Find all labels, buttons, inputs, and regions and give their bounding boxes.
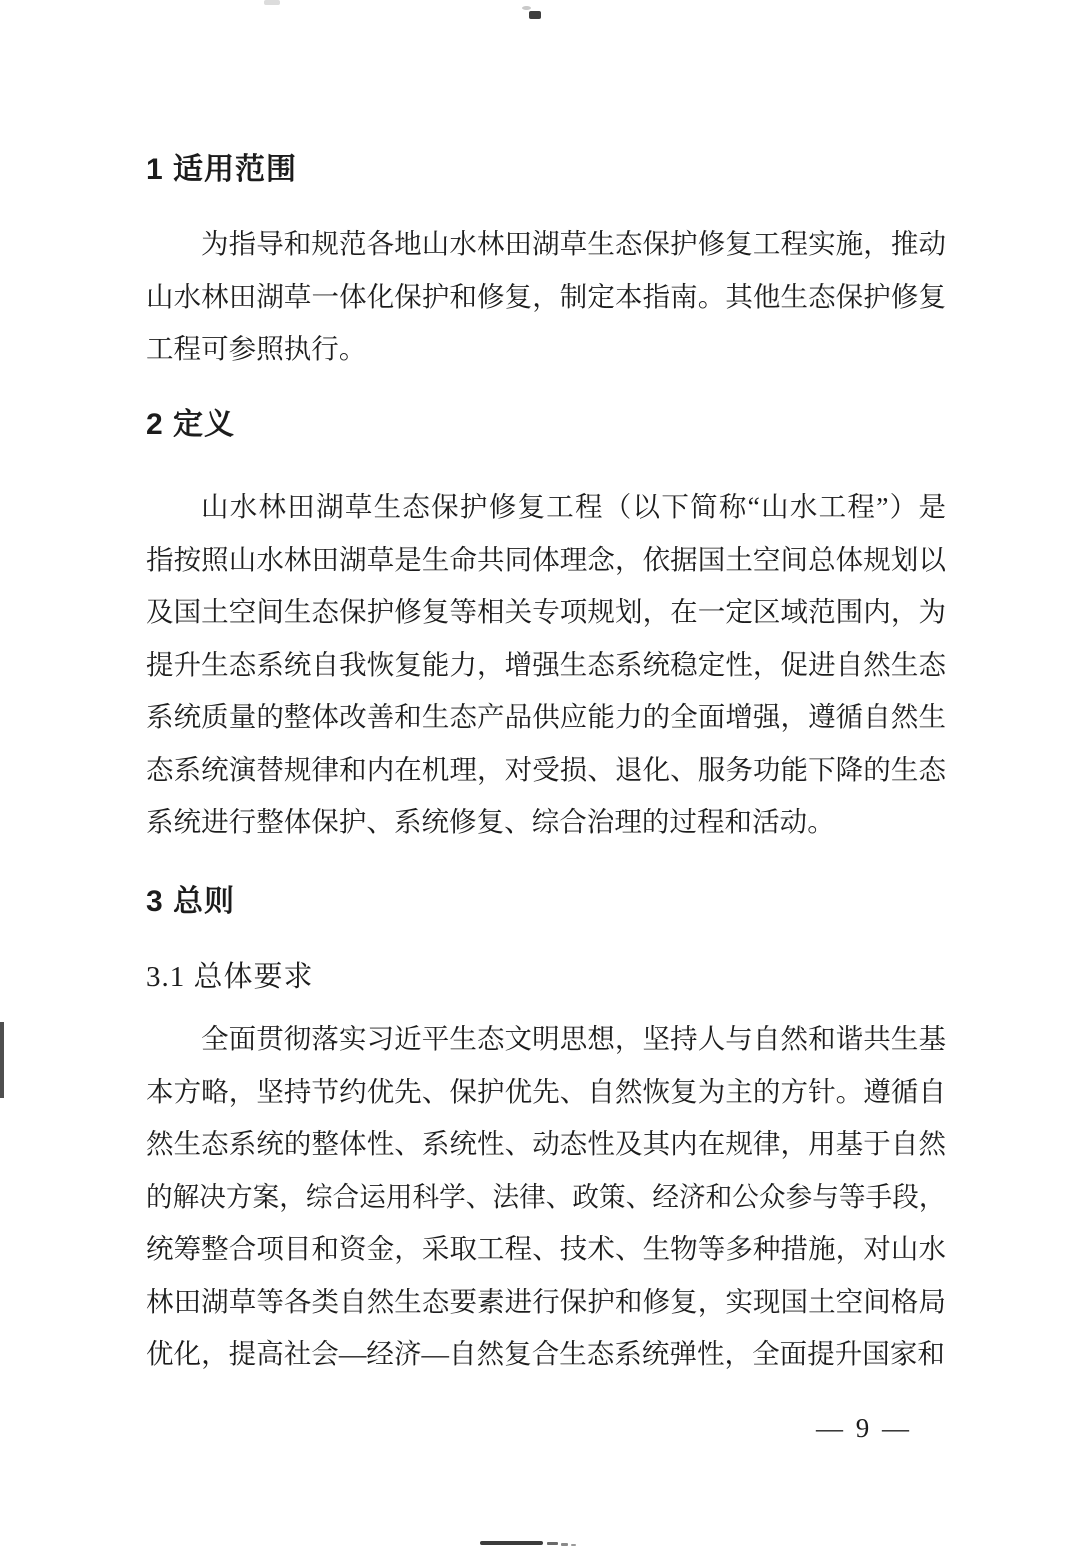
section-1-heading: 1 适用范围 [146,153,298,186]
section-3-1-heading: 3.1 总体要求 [146,961,314,993]
scan-smudge-bottom-4 [571,1544,576,1546]
section-3-heading: 3 总则 [146,885,236,918]
section-3-1-paragraph [146,1013,946,1381]
text-line: 工程可参照执行。 [146,333,367,364]
section-1-paragraph [146,218,946,376]
scan-smudge-bottom-1 [480,1541,543,1545]
text-line: 系统进行整体保护、系统修复、综合治理的过程和活动。 [146,806,835,837]
scan-smudge-bottom-2 [547,1542,558,1545]
text-line: 全面贯彻落实习近平生态文明思想，坚持人与自然和谐共生基 [201,1023,946,1054]
text-line: 系统质量的整体改善和生态产品供应能力的全面增强，遵循自然生 [146,701,946,732]
page-number: — 9 — [816,1413,912,1443]
scan-smudge-bottom-3 [561,1543,568,1546]
text-line: 提升生态系统自我恢复能力，增强生态系统稳定性，促进自然生态 [146,648,946,680]
text-line: 然生态系统的整体性、系统性、动态性及其内在规律，用基于自然 [146,1128,946,1159]
scan-speck-top-center [529,11,541,19]
text-line: 为指导和规范各地山水林田湖草生态保护修复工程实施，推动 [201,228,946,259]
scan-bar-left-edge [0,1022,4,1098]
scan-speck-top-left [264,0,280,5]
text-line: 统筹整合项目和资金，采取工程、技术、生物等多种措施，对山水 [146,1233,946,1264]
text-line: 山水林田湖草生态保护修复工程（以下简称“山水工程”）是 [201,491,946,522]
text-line: 优化，提高社会—经济—自然复合生态系统弹性，全面提升国家和 [146,1338,945,1369]
text-line: 及国土空间生态保护修复等相关专项规划，在一定区域范围内，为 [146,596,946,627]
section-2-paragraph [146,481,946,849]
text-line: 指按照山水林田湖草是生命共同体理念，依据国土空间总体规划以 [146,543,946,575]
text-line: 的解决方案，综合运用科学、法律、政策、经济和公众参与等手段， [146,1180,946,1212]
scan-speck-top-center-light [522,6,531,10]
section-2-heading: 2 定义 [146,408,236,441]
text-line: 态系统演替规律和内在机理，对受损、退化、服务功能下降的生态 [146,753,946,785]
text-line: 本方略，坚持节约优先、保护优先、自然恢复为主的方针。遵循自 [146,1075,946,1107]
text-line: 林田湖草等各类自然生态要素进行保护和修复，实现国土空间格局 [146,1285,946,1317]
text-line: 山水林田湖草一体化保护和修复，制定本指南。其他生态保护修复 [146,280,946,312]
